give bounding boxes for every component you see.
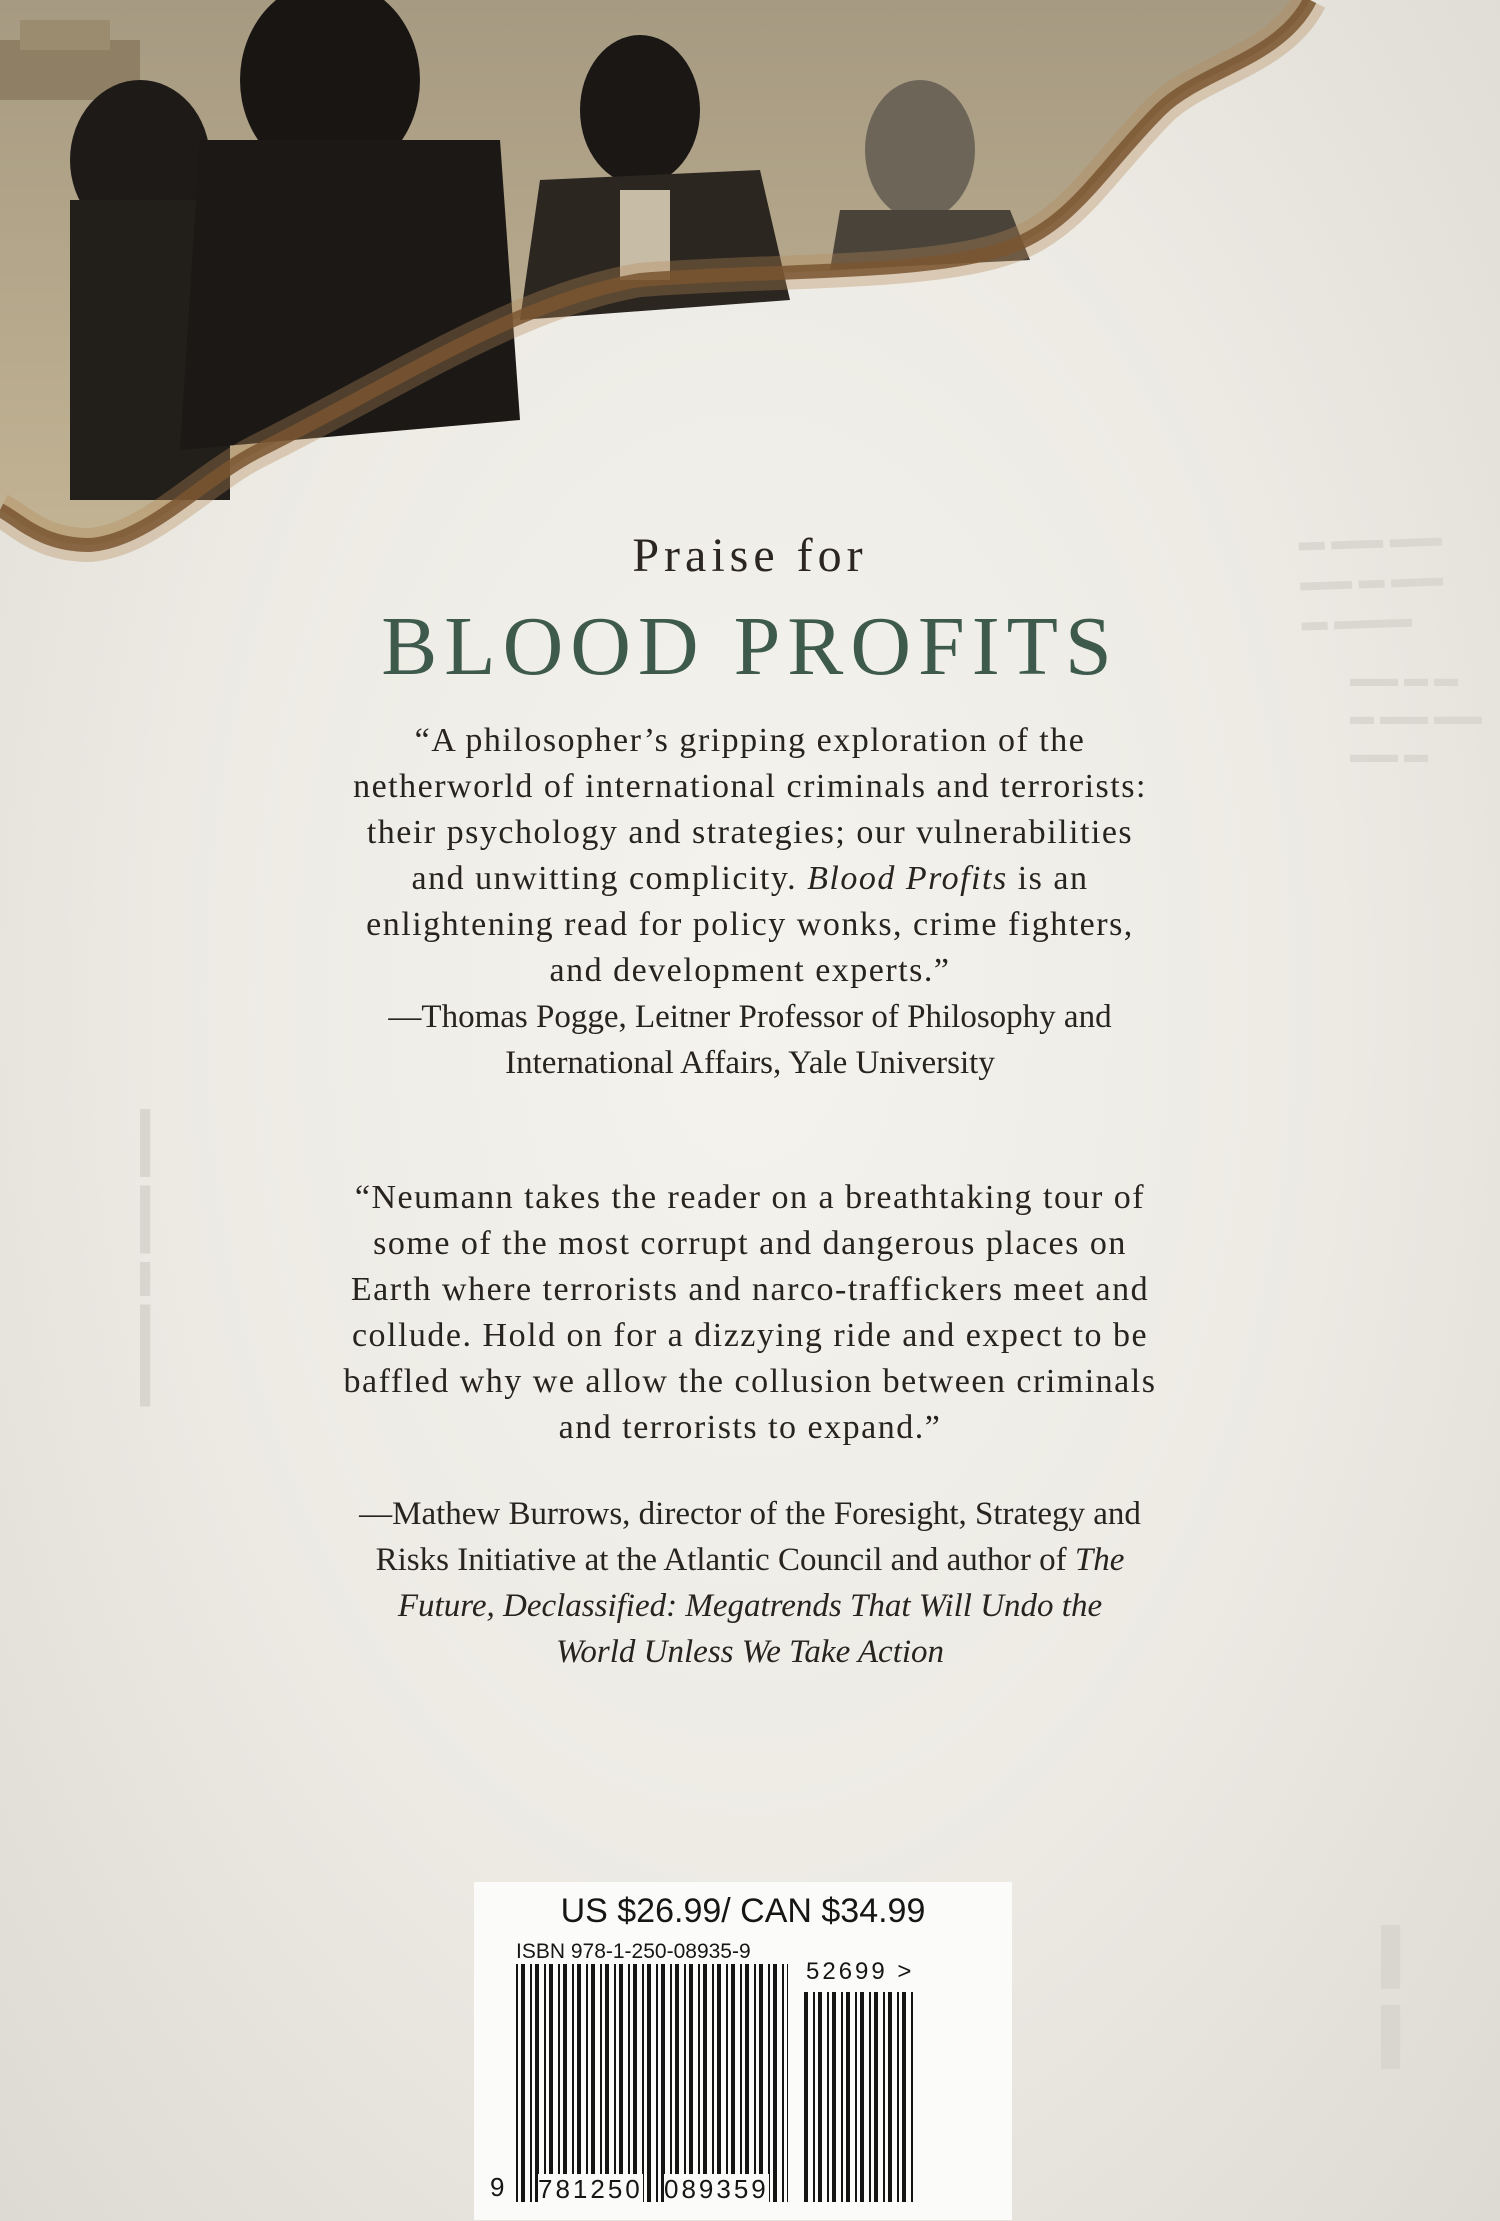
barcode-bar xyxy=(846,1992,850,2202)
barcode-bar xyxy=(684,1964,686,2202)
barcode-label xyxy=(474,1882,1012,2220)
barcode-bar xyxy=(647,1964,651,2202)
quote-line: netherworld of international criminals and terrorists: xyxy=(353,768,1147,805)
attribution-line: Future, Declassified: Megatrends That Will Undo the xyxy=(397,1588,1103,1624)
barcode-bar xyxy=(689,1964,693,2202)
barcode-bar xyxy=(530,1964,532,2202)
barcode-bar xyxy=(874,1992,878,2202)
quote-line: and unwitting complicity. Blood Profits is an xyxy=(411,860,1089,897)
quote-line: and terrorists to expand.” xyxy=(558,1409,942,1446)
quote-line: and development experts.” xyxy=(549,952,951,989)
attribution-pogge xyxy=(150,994,1350,1086)
barcode-bar xyxy=(860,1992,864,2202)
barcode-bar xyxy=(818,1992,822,2202)
quote-line: “Neumann takes the reader on a breathtaking tour of xyxy=(354,1179,1146,1216)
barcode-bar xyxy=(563,1964,567,2202)
barcode-bar xyxy=(832,1992,836,2202)
barcode-bar xyxy=(804,1992,808,2202)
barcode-digit-first: 9 xyxy=(490,2172,505,2202)
isbn-text: ISBN 978-1-250-08935-9 xyxy=(516,1940,751,1963)
barcode-bar xyxy=(675,1964,679,2202)
barcode-bar xyxy=(726,1964,728,2202)
quote-line: baffled why we allow the collusion between criminals xyxy=(343,1363,1157,1400)
barcode-bar xyxy=(902,1992,906,2202)
barcode-bar xyxy=(558,1964,560,2202)
attribution-line: International Affairs, Yale University xyxy=(505,1045,995,1081)
barcode-bar xyxy=(656,1964,658,2202)
praise-quote-pogge xyxy=(150,718,1350,994)
barcode-bar xyxy=(535,1964,539,2202)
background-ghost-text: ▬▬ ▬ ▬ ▬ ▬▬ ▬▬ ▬▬ ▬ xyxy=(1350,666,1482,768)
barcode-bar xyxy=(544,1964,546,2202)
barcode-bar xyxy=(911,1992,913,2202)
attribution-line: —Mathew Burrows, director of the Foresight, Strategy and xyxy=(359,1496,1141,1532)
barcode-bar xyxy=(642,1964,644,2202)
quote-line: collude. Hold on for a dizzying ride and expect to be xyxy=(351,1317,1149,1354)
barcode-bar xyxy=(813,1992,815,2202)
price-text: US $26.99/ CAN $34.99 xyxy=(560,1892,926,1930)
barcode-bar xyxy=(516,1964,518,2202)
barcode-digits-left: 781250 xyxy=(538,2174,643,2204)
barcode-bar xyxy=(888,1992,892,2202)
barcode-bar xyxy=(787,1964,788,2202)
barcode-bar xyxy=(586,1964,588,2202)
barcode-bar xyxy=(703,1964,707,2202)
background-ghost-text: ▬▬ ▬▬ ▬ ▬▬▬ xyxy=(132,1109,169,1407)
barcode-bar xyxy=(740,1964,742,2202)
barcode-bar xyxy=(717,1964,721,2202)
barcode-bar xyxy=(731,1964,735,2202)
barcode-bar xyxy=(670,1964,672,2202)
attribution-line: World Unless We Take Action xyxy=(555,1634,945,1670)
attribution-line: Risks Initiative at the Atlantic Council and author of The xyxy=(375,1542,1125,1578)
quote-line: Earth where terrorists and narco-traffickers meet and xyxy=(350,1271,1150,1308)
barcode-bar xyxy=(572,1964,574,2202)
barcode-bar xyxy=(591,1964,595,2202)
barcode-bar xyxy=(855,1992,857,2202)
barcode-bar xyxy=(577,1964,581,2202)
barcode-bar xyxy=(600,1964,602,2202)
barcode-bar xyxy=(605,1964,609,2202)
book-title-italic: Blood Profits xyxy=(807,860,1008,897)
barcode-bar xyxy=(782,1964,784,2202)
barcode-bar xyxy=(745,1964,749,2202)
barcode-bar xyxy=(521,1964,525,2202)
barcode-bar xyxy=(841,1992,843,2202)
barcode-bar xyxy=(549,1964,553,2202)
barcode-bar xyxy=(883,1992,885,2202)
barcode-bar xyxy=(768,1964,770,2202)
barcode-bar xyxy=(759,1964,763,2202)
barcode-bar xyxy=(897,1992,899,2202)
praise-heading: Praise for xyxy=(632,529,868,582)
quote-line: some of the most corrupt and dangerous places on xyxy=(373,1225,1127,1262)
barcode-bar xyxy=(712,1964,714,2202)
barcode-bar xyxy=(633,1964,637,2202)
barcode-bar xyxy=(628,1964,630,2202)
barcode-icon xyxy=(474,1882,1012,2220)
quote-line: “A philosopher’s gripping exploration of the xyxy=(414,722,1086,759)
barcode-bar xyxy=(754,1964,756,2202)
quote-line: enlightening read for policy wonks, crime fighters, xyxy=(366,906,1134,943)
barcode-bar xyxy=(661,1964,665,2202)
book-title: BLOOD PROFITS xyxy=(381,600,1119,693)
background-ghost-text: ▬ ▬▬ ▬▬ ▬▬ ▬ ▬▬ ▬ ▬▬▬ xyxy=(1298,522,1444,637)
price-addon-code: 52699 > xyxy=(806,1958,915,1985)
barcode-digits-right: 089359 xyxy=(664,2174,769,2204)
barcode-bar xyxy=(869,1992,871,2202)
barcode-bar xyxy=(827,1992,829,2202)
quote-line: their psychology and strategies; our vulnerabilities xyxy=(366,814,1134,851)
barcode-bar xyxy=(773,1964,777,2202)
barcode-bar xyxy=(698,1964,700,2202)
barcode-bar xyxy=(614,1964,616,2202)
barcode-bar xyxy=(619,1964,623,2202)
cover-photo xyxy=(0,0,1500,600)
attribution-line: —Thomas Pogge, Leitner Professor of Philosophy and xyxy=(388,999,1112,1035)
background-ghost-text: ▬ ▬ xyxy=(1367,1925,1438,2069)
praise-quote-burrows xyxy=(150,1175,1350,1451)
attribution-burrows xyxy=(150,1491,1350,1675)
